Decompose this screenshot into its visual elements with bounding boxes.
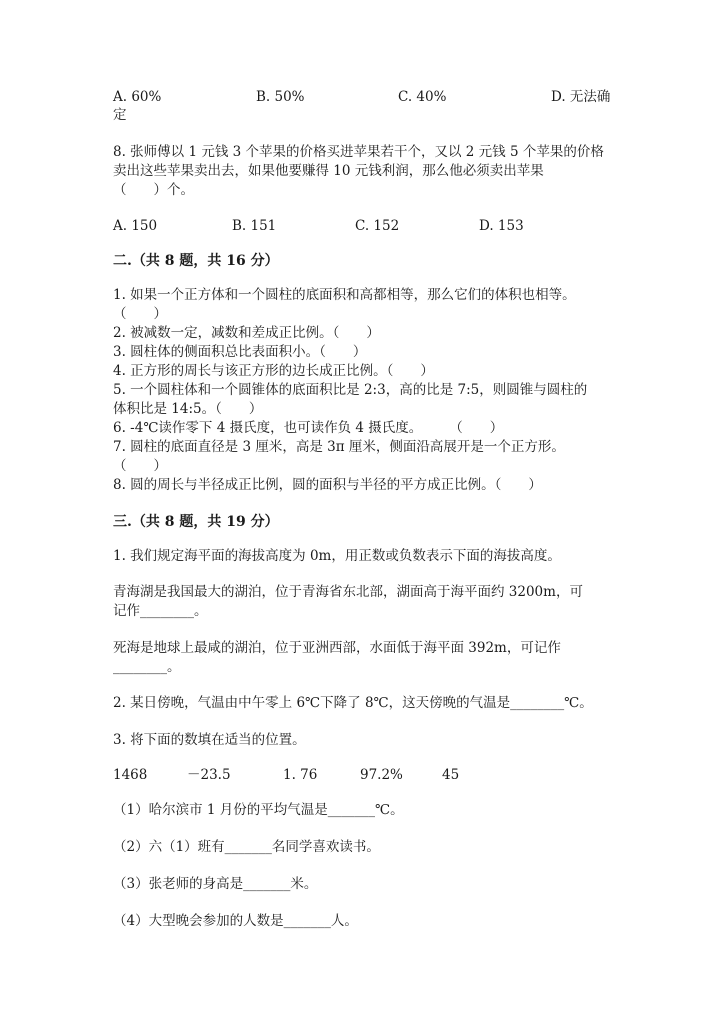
q7-option-d-wrap: 定 [113, 107, 127, 123]
q7-option-a: A. 60% [113, 89, 162, 105]
s3-qinghai-2: 记作________。 [113, 603, 208, 619]
s2-line: 3. 圆柱体的侧面积总比表面积小。（ ） [113, 344, 367, 360]
q7-option-d: D. 无法确 [551, 89, 611, 105]
s2-line: （ ） [113, 458, 167, 474]
s3-q1: 1. 我们规定海平面的海拔高度为 0m，用正数或负数表示下面的海拔高度。 [113, 548, 561, 564]
s3-sihai-1: 死海是地球上最咸的湖泊，位于亚洲西部，水面低于海平面 392m，可记作 [113, 640, 561, 656]
section-2-heading: 二.（共 8 题，共 16 分） [113, 253, 279, 269]
s3-number: 45 [442, 767, 460, 783]
s2-line: 1. 如果一个正方体和一个圆柱的底面积和高都相等，那么它们的体积也相等。 [113, 287, 576, 303]
s2-line: 2. 被减数一定，减数和差成正比例。（ ） [113, 325, 380, 341]
q8-option-b: B. 151 [232, 218, 277, 234]
q8-line-2: 卖出这些苹果卖出去，如果他要赚得 10 元钱利润，那么他必须卖出苹果 [113, 163, 544, 179]
s2-line: 5. 一个圆柱体和一个圆锥体的底面积比是 2:3，高的比是 7:5，则圆锥与圆柱的 [113, 382, 588, 398]
s2-line: 4. 正方形的周长与该正方形的边长成正比例。（ ） [113, 363, 434, 379]
s3-number: 97.2% [360, 767, 403, 783]
s3-q3: 3. 将下面的数填在适当的位置。 [113, 732, 306, 748]
s3-sihai-2: ________。 [113, 659, 181, 675]
s3-qinghai-1: 青海湖是我国最大的湖泊，位于青海省东北部，湖面高于海平面约 3200m，可 [113, 584, 583, 600]
s3-number: －23.5 [187, 767, 231, 783]
s3-number: 1468 [113, 767, 148, 783]
q8-line-3: （ ）个。 [113, 182, 194, 198]
q7-option-b: B. 50% [256, 89, 305, 105]
s2-line: 6. -4℃读作零下 4 摄氏度，也可读作负 4 摄氏度。 （ ） [113, 420, 504, 436]
s3-number: 1. 76 [283, 767, 318, 783]
q7-option-c: C. 40% [398, 89, 447, 105]
s3-sub: （2）六（1）班有_______名同学喜欢读书。 [113, 839, 380, 855]
s2-line: 7. 圆柱的底面直径是 3 厘米，高是 3π 厘米，侧面沿高展开是一个正方形。 [113, 439, 565, 455]
s3-sub: （1）哈尔滨市 1 月份的平均气温是_______℃。 [113, 802, 404, 818]
section-3-heading: 三.（共 8 题，共 19 分） [113, 514, 279, 530]
q8-line-1: 8. 张师傅以 1 元钱 3 个苹果的价格买进苹果若干个，又以 2 元钱 5 个苹果的价格 [113, 144, 604, 160]
s2-line: 体积比是 14:5。（ ） [113, 401, 263, 417]
q8-option-c: C. 152 [355, 218, 400, 234]
s2-line: 8. 圆的周长与半径成正比例，圆的面积与半径的平方成正比例。（ ） [113, 477, 542, 493]
s2-line: （ ） [113, 306, 167, 322]
s3-q2: 2. 某日傍晚，气温由中午零上 6℃下降了 8℃，这天傍晚的气温是________℃。 [113, 695, 593, 711]
q8-option-d: D. 153 [479, 218, 524, 234]
s3-sub: （4）大型晚会参加的人数是_______人。 [113, 913, 358, 929]
s3-sub: （3）张老师的身高是_______米。 [113, 876, 318, 892]
q8-option-a: A. 150 [113, 218, 158, 234]
